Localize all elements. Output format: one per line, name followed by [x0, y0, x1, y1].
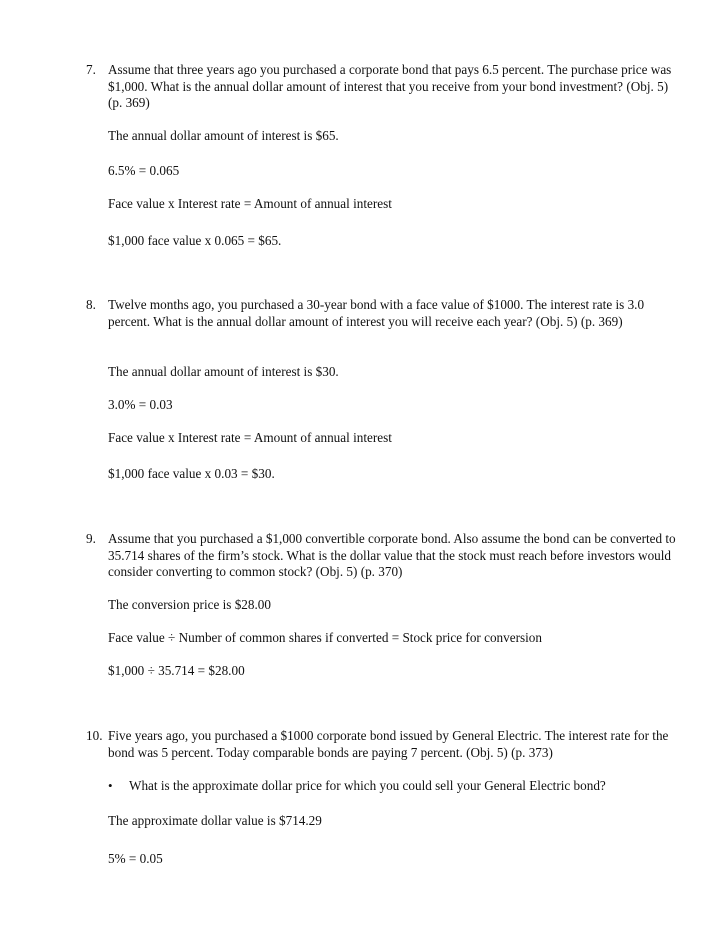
- answer-line: The annual dollar amount of interest is $30.: [108, 364, 339, 379]
- question-text: Assume that three years ago you purchased a corporate bond that pays 6.5 percent. The purchase price was $1,000. What is the annual dollar amount of interest that you receive from your bond investment? (Obj. 5) (p. 369): [108, 62, 672, 110]
- answer-line: 5% = 0.05: [108, 851, 163, 866]
- question-number: 10.: [86, 728, 103, 743]
- answer-line: $1,000 ÷ 35.714 = $28.00: [108, 663, 245, 678]
- question-text: Twelve months ago, you purchased a 30-year bond with a face value of $1000. The interest rate is 3.0 percent. What is the annual dollar amount of interest you will receive each year? (Obj. 5) (p. 369): [108, 297, 645, 329]
- answer-line: Face value x Interest rate = Amount of annual interest: [108, 196, 392, 211]
- question-number: 7.: [86, 62, 96, 77]
- question-text: Five years ago, you purchased a $1000 corporate bond issued by General Electric. The interest rate for the bond was 5 percent. Today comparable bonds are paying 7 percent. (Obj. 5) (p. 373): [108, 728, 669, 760]
- question-text: Assume that you purchased a $1,000 convertible corporate bond. Also assume the bond can be converted to 35.714 shares of the firm’s stock. What is the dollar value that the stock must reach before investors would consider converting to common stock? (Obj. 5) (p. 370): [108, 531, 676, 579]
- question-number: 9.: [86, 531, 96, 546]
- answer-line: The conversion price is $28.00: [108, 597, 271, 612]
- bullet-question: What is the approximate dollar price for which you could sell your General Electric bond?: [129, 778, 606, 793]
- answer-line: $1,000 face value x 0.065 = $65.: [108, 233, 282, 248]
- answer-line: 6.5% = 0.065: [108, 163, 180, 178]
- answer-line: The annual dollar amount of interest is $65.: [108, 128, 339, 143]
- question-number: 8.: [86, 297, 96, 312]
- bullet-icon: •: [108, 778, 113, 793]
- answer-line: The approximate dollar value is $714.29: [108, 813, 322, 828]
- answer-line: $1,000 face value x 0.03 = $30.: [108, 466, 275, 481]
- answer-line: Face value ÷ Number of common shares if converted = Stock price for conversion: [108, 630, 542, 645]
- answer-line: Face value x Interest rate = Amount of annual interest: [108, 430, 392, 445]
- answer-line: 3.0% = 0.03: [108, 397, 173, 412]
